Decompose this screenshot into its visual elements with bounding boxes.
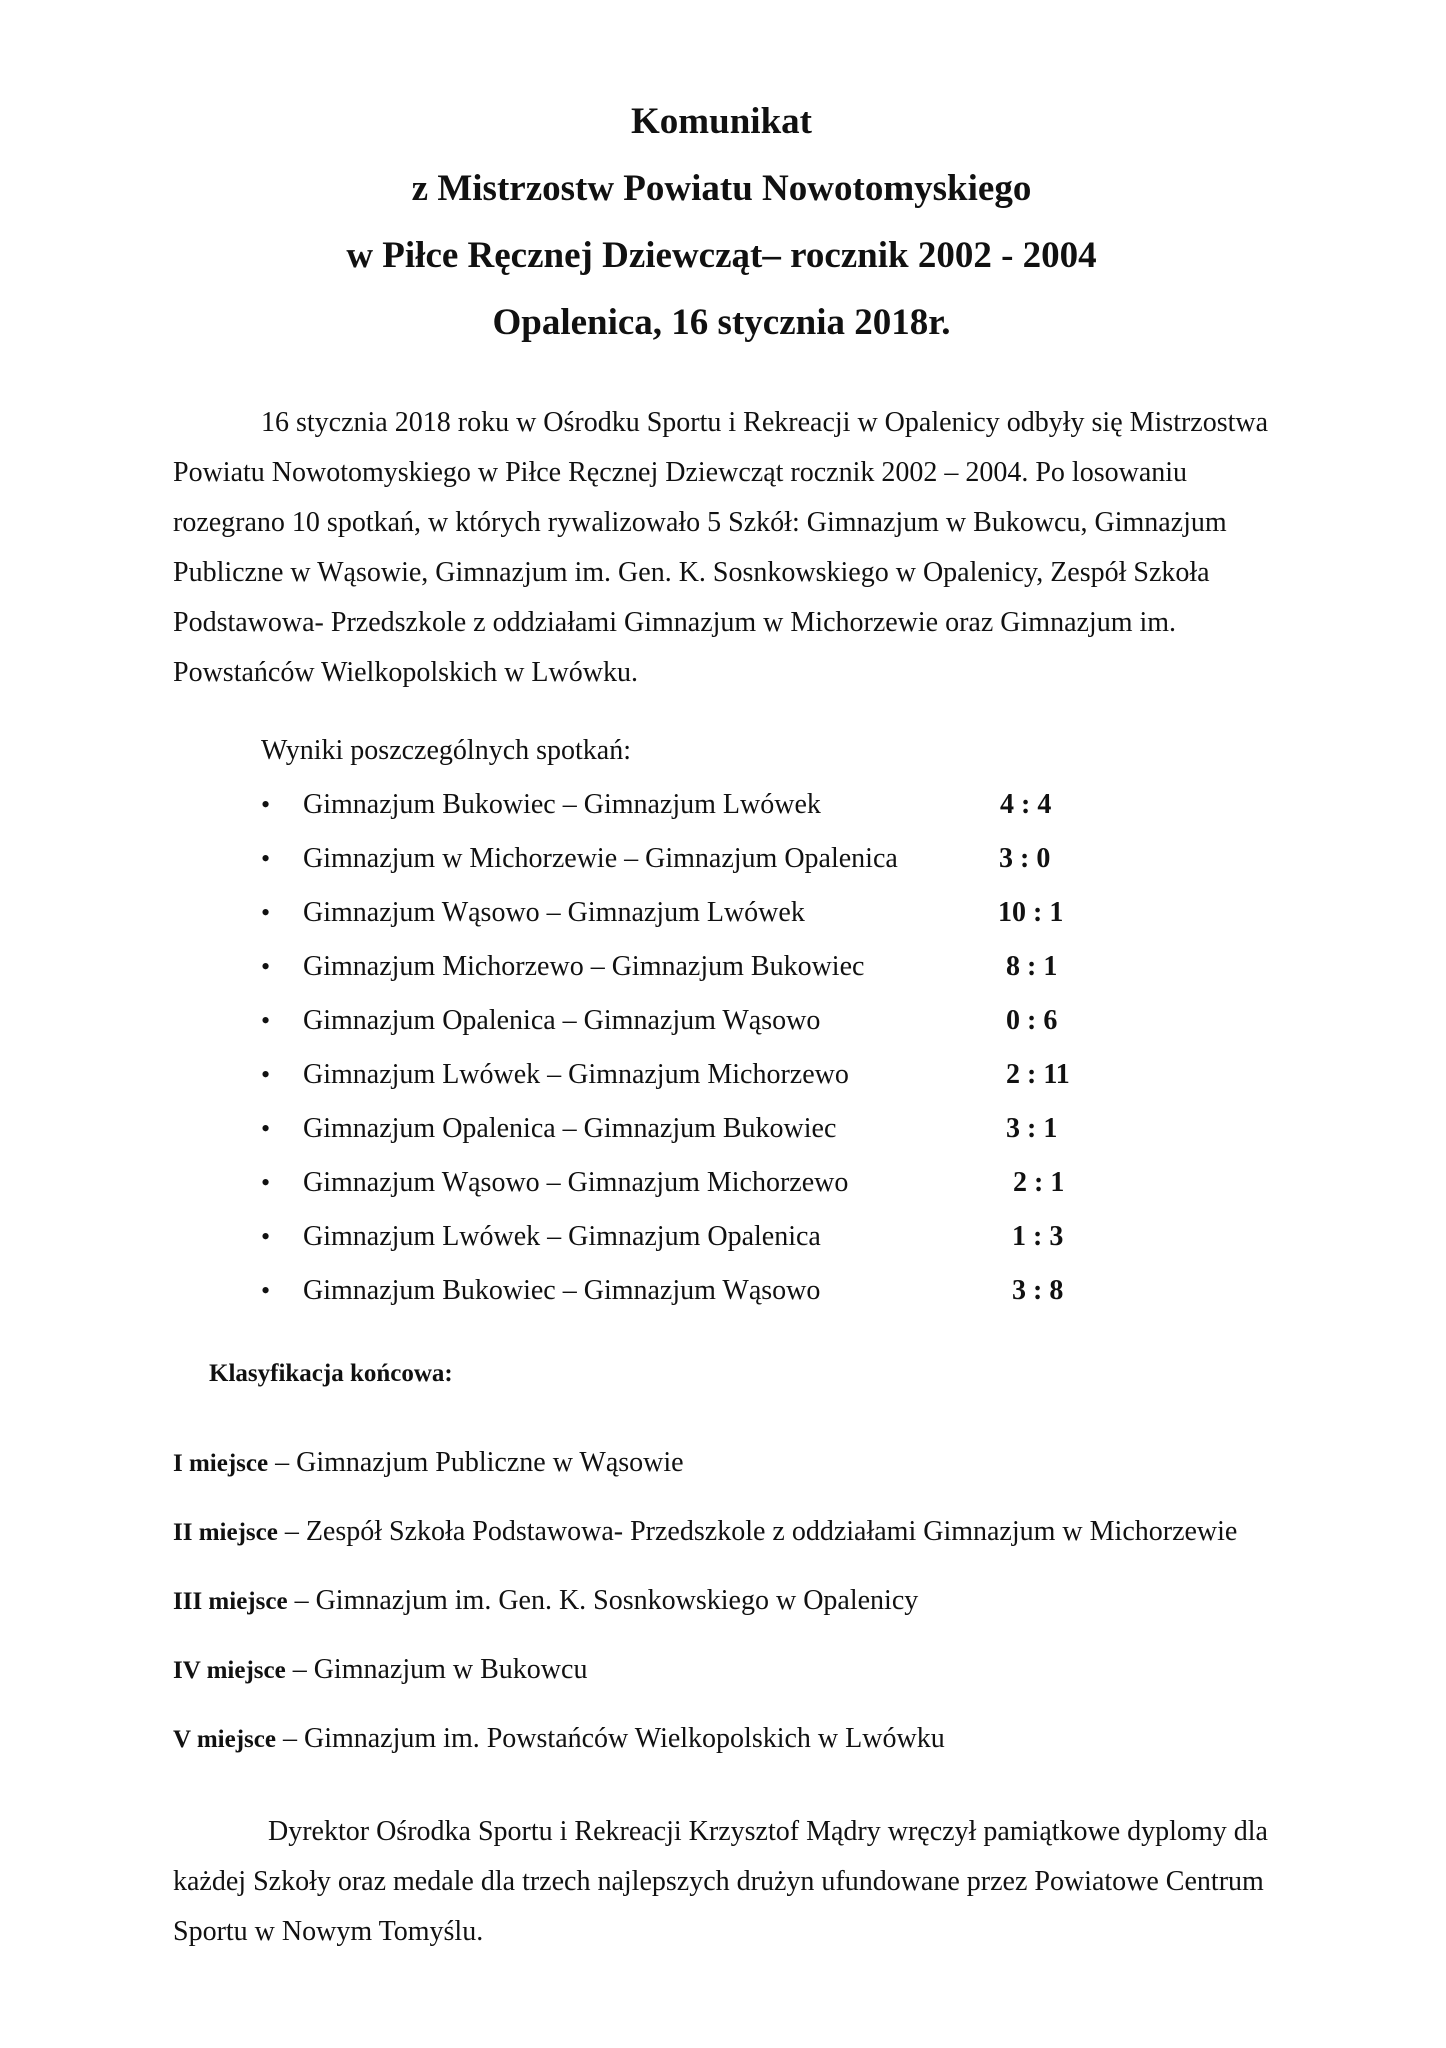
- header-place-date: Opalenica, 16 stycznia 2018r.: [492, 302, 951, 343]
- result-item: [173, 778, 1270, 832]
- result-score: 3 : 0: [999, 843, 1051, 874]
- result-score: 3 : 1: [1006, 1113, 1058, 1144]
- result-match: Gimnazjum Lwówek – Gimnazjum Michorzewo: [303, 1059, 849, 1090]
- result-item: [173, 1210, 1270, 1264]
- bullet-icon: •: [261, 844, 271, 873]
- place-separator: –: [282, 1723, 304, 1754]
- result-score: 0 : 6: [1006, 1005, 1058, 1036]
- place-item: [173, 1446, 1270, 1481]
- bullet-icon: •: [261, 1114, 271, 1143]
- result-item: [173, 886, 1270, 940]
- bullet-icon: •: [261, 898, 271, 927]
- place-school: Gimnazjum Publiczne w Wąsowie: [296, 1447, 684, 1478]
- bullet-icon: •: [261, 1168, 271, 1197]
- classification-heading: Klasyfikacja końcowa:: [209, 1360, 453, 1387]
- result-item: [173, 1102, 1270, 1156]
- result-match: Gimnazjum Bukowiec – Gimnazjum Lwówek: [303, 789, 821, 820]
- place-school: Gimnazjum im. Powstańców Wielkopolskich w Lwówku: [303, 1723, 945, 1754]
- result-match: Gimnazjum w Michorzewie – Gimnazjum Opalenica: [303, 843, 898, 874]
- place-label: II miejsce: [173, 1519, 278, 1546]
- place-school: Gimnazjum im. Gen. K. Sosnkowskiego w Opalenicy: [315, 1585, 919, 1616]
- result-item: [173, 940, 1270, 994]
- place-separator: –: [284, 1516, 306, 1547]
- intro-paragraph: 16 stycznia 2018 roku w Ośrodku Sportu i Rekreacji w Opalenicy odbyły się Mistrzostwa Powiatu Nowotomyskiego w Piłce Ręcznej Dziewcząt rocznik 2002 – 2004. Po losowaniu rozegrano 10 spotkań, w których rywalizowało 5 Szkół: Gimnazjum w Bukowcu, Gimnazjum Publiczne w Wąsowie, Gimnazjum im. Gen. K. Sosnkowskiego w Opalenicy, Zespół Szkoła Podstawowa- Przedszkole z oddziałami Gimnazjum w Michorzewie oraz Gimnazjum im. Powstańców Wielkopolskich w Lwówku.: [173, 407, 1269, 688]
- results-heading: Wyniki poszczególnych spotkań:: [261, 735, 632, 766]
- result-score: 2 : 1: [1013, 1167, 1065, 1198]
- result-item: [173, 832, 1270, 886]
- result-score: 3 : 8: [1012, 1275, 1064, 1306]
- results-list: [173, 778, 1270, 1318]
- result-score: 10 : 1: [998, 897, 1064, 928]
- result-item: [173, 1048, 1270, 1102]
- result-match: Gimnazjum Bukowiec – Gimnazjum Wąsowo: [303, 1275, 821, 1306]
- result-match: Gimnazjum Lwówek – Gimnazjum Opalenica: [303, 1221, 821, 1252]
- result-item: [173, 1264, 1270, 1318]
- header-title: Komunikat: [631, 101, 812, 142]
- header-category: w Piłce Ręcznej Dziewcząt– rocznik 2002 - 2004: [346, 235, 1097, 276]
- closing-paragraph: Dyrektor Ośrodka Sportu i Rekreacji Krzysztof Mądry wręczył pamiątkowe dyplomy dla każdej Szkoły oraz medale dla trzech najlepszych drużyn ufundowane przez Powiatowe Centrum Sportu w Nowym Tomyślu.: [173, 1816, 1268, 1947]
- place-school: Zespół Szkoła Podstawowa- Przedszkole z oddziałami Gimnazjum w Michorzewie: [305, 1516, 1238, 1547]
- place-item: [173, 1653, 1270, 1688]
- place-school: Gimnazjum w Bukowcu: [313, 1654, 588, 1685]
- place-label: III miejsce: [173, 1588, 288, 1615]
- result-match: Gimnazjum Opalenica – Gimnazjum Wąsowo: [303, 1005, 821, 1036]
- place-separator: –: [294, 1585, 316, 1616]
- place-label: V miejsce: [173, 1726, 276, 1753]
- place-label: I miejsce: [173, 1450, 269, 1477]
- result-score: 4 : 4: [1000, 789, 1052, 820]
- result-match: Gimnazjum Wąsowo – Gimnazjum Michorzewo: [303, 1167, 849, 1198]
- place-separator: –: [292, 1654, 314, 1685]
- bullet-icon: •: [261, 1222, 271, 1251]
- place-item: [173, 1584, 1270, 1619]
- place-separator: –: [275, 1447, 297, 1478]
- bullet-icon: •: [261, 790, 271, 819]
- classification-list: [173, 1446, 1270, 1757]
- place-item: [173, 1722, 1270, 1757]
- document-header: [173, 88, 1270, 356]
- result-item: [173, 994, 1270, 1048]
- result-match: Gimnazjum Wąsowo – Gimnazjum Lwówek: [303, 897, 805, 928]
- bullet-icon: •: [261, 1060, 271, 1089]
- result-score: 1 : 3: [1012, 1221, 1064, 1252]
- result-item: [173, 1156, 1270, 1210]
- place-label: IV miejsce: [173, 1657, 286, 1684]
- bullet-icon: •: [261, 1006, 271, 1035]
- result-score: 8 : 1: [1006, 951, 1058, 982]
- header-subtitle: z Mistrzostw Powiatu Nowotomyskiego: [411, 168, 1032, 209]
- bullet-icon: •: [261, 1276, 271, 1305]
- result-score: 2 : 11: [1006, 1059, 1070, 1090]
- result-match: Gimnazjum Opalenica – Gimnazjum Bukowiec: [303, 1113, 837, 1144]
- bullet-icon: •: [261, 952, 271, 981]
- result-match: Gimnazjum Michorzewo – Gimnazjum Bukowiec: [303, 951, 865, 982]
- place-item: [173, 1515, 1270, 1550]
